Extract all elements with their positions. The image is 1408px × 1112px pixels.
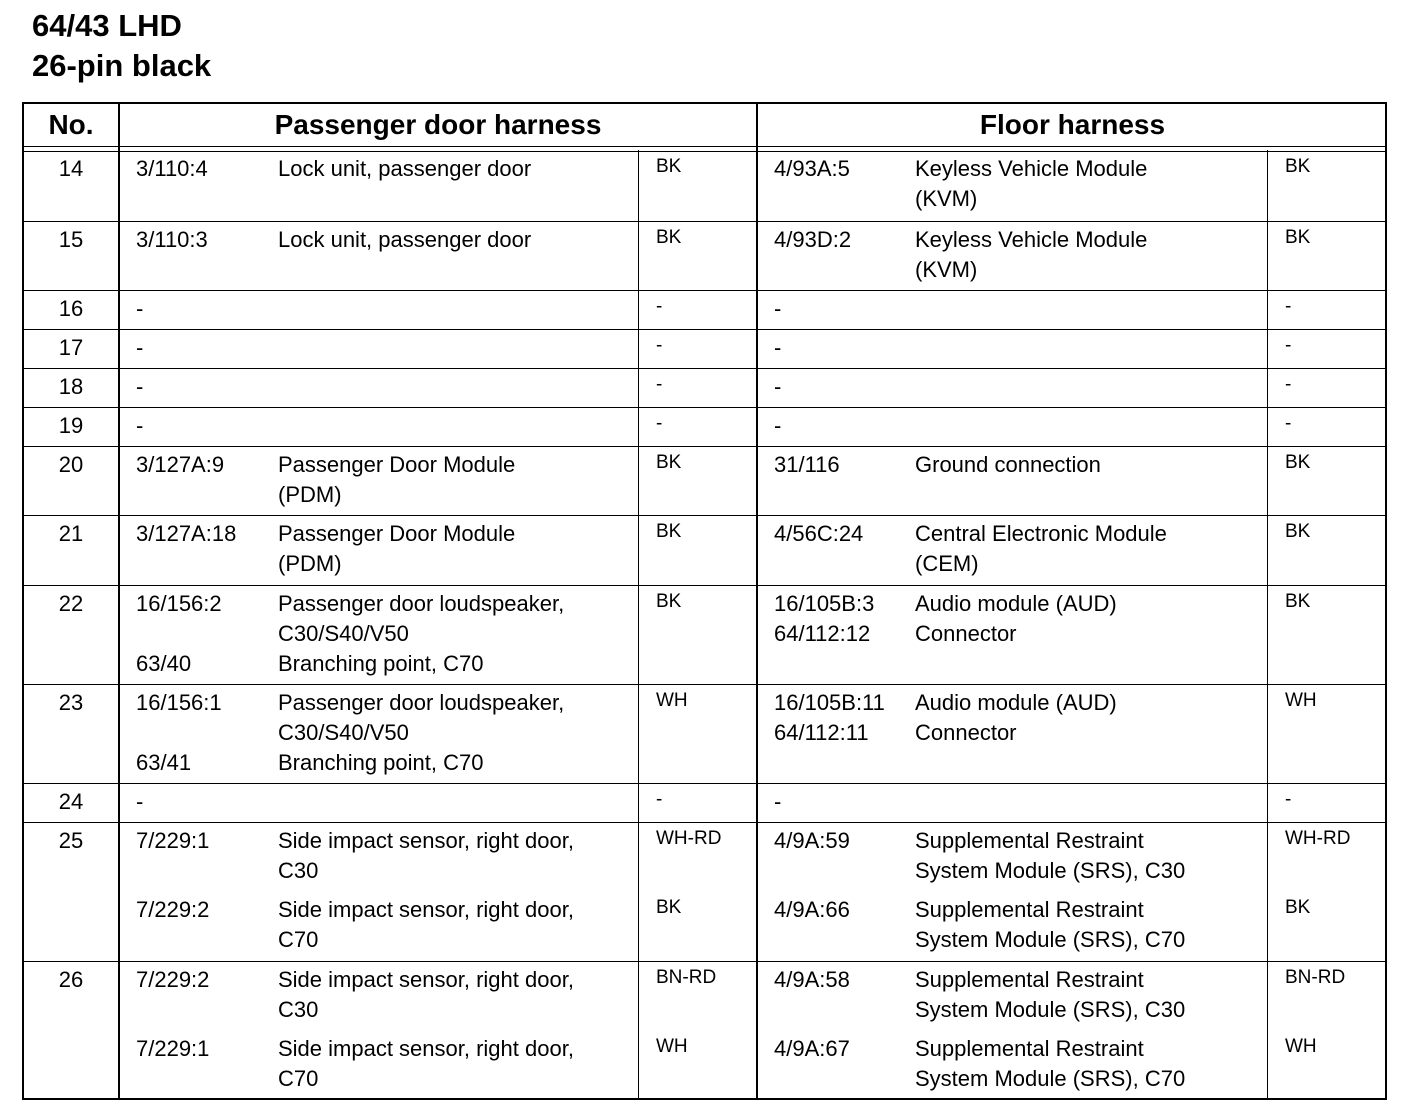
pin-number: 26 [58,967,84,992]
pin-number: 15 [58,227,84,252]
passenger-connector-code: 3/110:4 [136,156,208,181]
floor-connector-code: 4/9A:66 [774,897,850,922]
floor-wire-colour: BK [1285,452,1311,473]
passenger-connector-code: - [136,335,144,360]
passenger-connector-code: 16/156:2 63/40 [136,591,222,676]
passenger-component-description: Lock unit, passenger door [278,227,532,252]
header-floor-harness: Floor harness [979,109,1166,140]
header-no: No. [48,109,94,140]
passenger-connector-code: 16/156:1 63/41 [136,690,222,775]
floor-wire-colour: - [1285,335,1292,356]
floor-connector-code: - [774,296,782,321]
floor-wire-colour: WH-RD [1285,828,1351,849]
floor-component-description: Ground connection [915,452,1101,477]
passenger-component-description: Passenger Door Module (PDM) [278,521,516,576]
passenger-connector-code: 7/229:1 [136,1036,210,1061]
passenger-connector-code: - [136,374,144,399]
floor-connector-code: - [774,335,782,360]
floor-component-description: Keyless Vehicle Module (KVM) [915,227,1148,282]
passenger-component-description: Side impact sensor, right door, C70 [278,897,574,952]
passenger-connector-code: 7/229:1 [136,828,210,853]
passenger-connector-code: 7/229:2 [136,967,210,992]
floor-wire-colour: - [1285,296,1292,317]
pin-number: 22 [58,591,84,616]
row-divider [24,684,1385,685]
floor-wire-colour: BN-RD [1285,967,1346,988]
row-divider [24,290,1385,291]
passenger-connector-code: 3/127A:18 [136,521,237,546]
passenger-wire-colour: - [656,296,663,317]
wire-column-divider [1267,150,1268,1098]
floor-connector-code: 4/9A:59 [774,828,850,853]
floor-connector-code: 4/9A:58 [774,967,850,992]
row-divider [24,329,1385,330]
passenger-connector-code: 3/127A:9 [136,452,225,477]
passenger-wire-colour: - [656,413,663,434]
pin-number: 21 [58,521,84,546]
row-divider [24,446,1385,447]
floor-connector-code: - [774,413,782,438]
floor-wire-colour: BK [1285,227,1311,248]
floor-component-description: Audio module (AUD) Connector [915,690,1117,745]
column-divider [756,104,758,1098]
passenger-component-description: Side impact sensor, right door, C30 [278,828,574,883]
floor-component-description: Supplemental Restraint System Module (SRS), C30 [915,967,1186,1022]
floor-connector-code: 4/9A:67 [774,1036,850,1061]
row-divider [24,368,1385,369]
row-divider [24,783,1385,784]
pin-number: 14 [58,156,84,181]
column-divider [118,104,120,1098]
passenger-wire-colour: BK [656,591,682,612]
passenger-wire-colour: WH [656,1036,688,1057]
floor-connector-code: 31/116 [774,452,840,477]
floor-component-description: Audio module (AUD) Connector [915,591,1117,646]
row-divider [24,515,1385,516]
floor-connector-code: 16/105B:3 64/112:12 [774,591,875,646]
passenger-wire-colour: - [656,335,663,356]
passenger-component-description: Side impact sensor, right door, C30 [278,967,574,1022]
passenger-component-description: Lock unit, passenger door [278,156,532,181]
pin-number: 17 [58,335,84,360]
passenger-connector-code: - [136,413,144,438]
row-divider [24,961,1385,962]
floor-wire-colour: BK [1285,591,1311,612]
floor-connector-code: - [774,374,782,399]
pin-number: 24 [58,789,84,814]
wire-column-divider [638,150,639,1098]
passenger-wire-colour: WH-RD [656,828,722,849]
pinout-table [22,102,1387,1100]
connector-subtitle: 26-pin black [32,48,212,83]
passenger-connector-code: 3/110:3 [136,227,208,252]
floor-connector-code: 4/56C:24 [774,521,864,546]
passenger-wire-colour: BK [656,521,682,542]
passenger-wire-colour: BN-RD [656,967,717,988]
floor-wire-colour: WH [1285,690,1317,711]
passenger-wire-colour: BK [656,156,682,177]
header-divider [24,146,1385,152]
floor-wire-colour: - [1285,789,1292,810]
header-passenger-door-harness: Passenger door harness [274,109,602,140]
floor-component-description: Supplemental Restraint System Module (SRS), C30 [915,828,1186,883]
floor-wire-colour: BK [1285,521,1311,542]
pin-number: 20 [58,452,84,477]
passenger-wire-colour: BK [656,452,682,473]
row-divider [24,407,1385,408]
passenger-component-description: Passenger door loudspeaker, C30/S40/V50 Branching point, C70 [278,690,565,775]
passenger-component-description: Passenger Door Module (PDM) [278,452,516,507]
floor-connector-code: 4/93A:5 [774,156,850,181]
row-divider [24,822,1385,823]
floor-connector-code: 16/105B:11 64/112:11 [774,690,885,745]
pin-number: 23 [58,690,84,715]
passenger-connector-code: - [136,296,144,321]
passenger-wire-colour: BK [656,227,682,248]
connector-title: 64/43 LHD [32,8,182,43]
passenger-connector-code: 7/229:2 [136,897,210,922]
passenger-component-description: Passenger door loudspeaker, C30/S40/V50 Branching point, C70 [278,591,565,676]
floor-wire-colour: WH [1285,1036,1317,1057]
passenger-connector-code: - [136,789,144,814]
passenger-component-description: Side impact sensor, right door, C70 [278,1036,574,1091]
floor-wire-colour: - [1285,413,1292,434]
floor-wire-colour: - [1285,374,1292,395]
pin-number: 18 [58,374,84,399]
pin-number: 25 [58,828,84,853]
floor-component-description: Supplemental Restraint System Module (SRS), C70 [915,897,1186,952]
passenger-wire-colour: WH [656,690,688,711]
floor-connector-code: 4/93D:2 [774,227,852,252]
floor-connector-code: - [774,789,782,814]
row-divider [24,221,1385,222]
floor-component-description: Central Electronic Module (CEM) [915,521,1167,576]
floor-component-description: Supplemental Restraint System Module (SRS), C70 [915,1036,1186,1091]
passenger-wire-colour: BK [656,897,682,918]
floor-component-description: Keyless Vehicle Module (KVM) [915,156,1148,211]
pin-number: 19 [58,413,84,438]
passenger-wire-colour: - [656,789,663,810]
floor-wire-colour: BK [1285,156,1311,177]
floor-wire-colour: BK [1285,897,1311,918]
pin-number: 16 [58,296,84,321]
passenger-wire-colour: - [656,374,663,395]
row-divider [24,585,1385,586]
